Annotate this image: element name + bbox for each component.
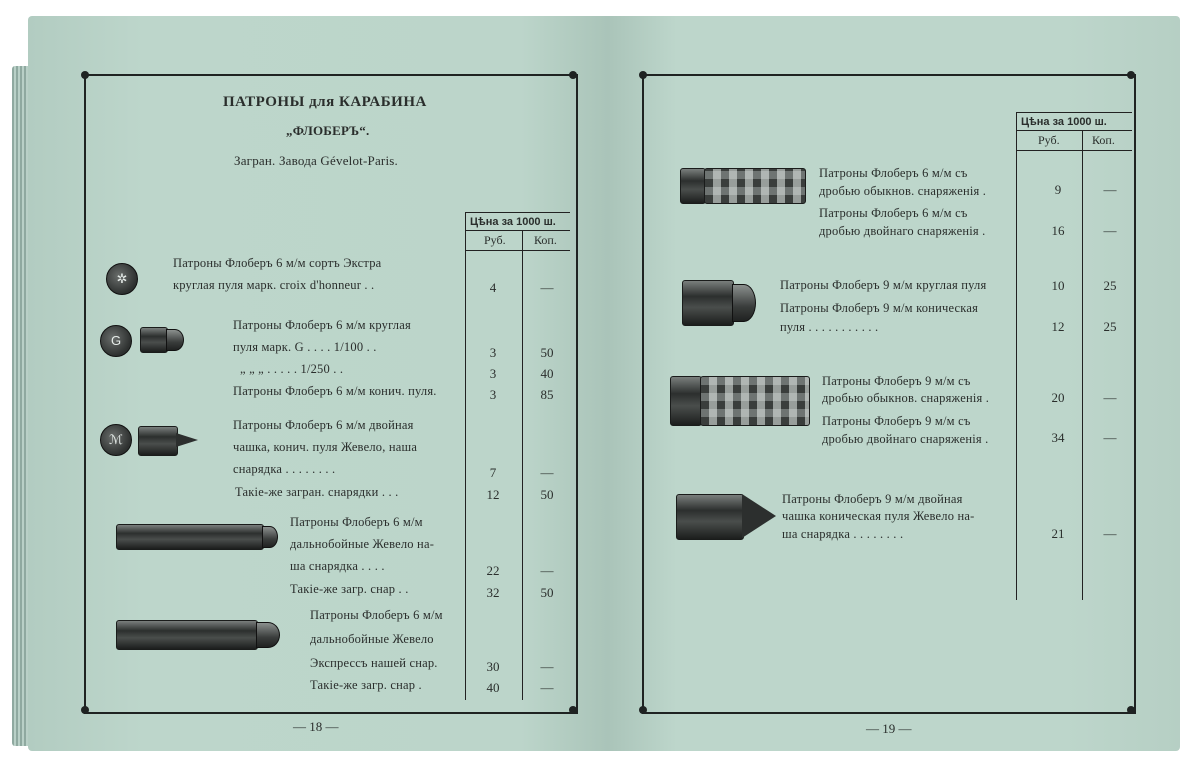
list-item-description: дробью обыкнов. снаряженія .: [822, 391, 990, 405]
list-item-description: Патроны Флоберъ 6 м/м конич. пуля.: [233, 384, 437, 398]
price-kop: 25: [1103, 278, 1117, 293]
price-rub: 4: [489, 280, 497, 295]
list-item-description: ша снарядка . . . .: [290, 559, 385, 573]
9mm-shot-base-icon: [670, 376, 702, 426]
frame-corner: [81, 71, 89, 79]
left-page: [28, 16, 608, 751]
9mm-conical-bullet-tip-icon: [742, 494, 776, 538]
price-kop: 50: [540, 487, 554, 502]
price-kop: 85: [540, 387, 554, 402]
price-rub: 22: [486, 563, 500, 578]
9mm-round-case-icon: [682, 280, 734, 326]
frame-corner: [639, 71, 647, 79]
open-catalog-book: [8, 6, 1188, 758]
list-item-description: Патроны Флоберъ 6 м/м круглая: [233, 318, 411, 332]
price-rub: 12: [486, 487, 500, 502]
express-bullet-tip-icon: [256, 622, 280, 648]
price-rub: 3: [489, 345, 497, 360]
column-kop-header: Коп.: [534, 233, 557, 247]
list-item-description: дробью обыкнов. снаряженія .: [819, 184, 987, 198]
croix-dhonneur-headstamp-icon: ✲: [106, 263, 138, 295]
price-rub: 30: [486, 659, 500, 674]
list-item-description: Экспрессъ нашей снар.: [310, 656, 438, 670]
list-item-description: ша снарядка . . . . . . . .: [782, 527, 904, 541]
list-item-description: Патроны Флоберъ 9 м/м круглая пуля: [780, 278, 987, 292]
table-header-bottom-line: [465, 250, 570, 251]
right-page: [608, 16, 1180, 751]
page-title: ПАТРОНЫ для КАРАБИНА: [223, 94, 427, 110]
price-rub: 16: [1051, 223, 1065, 238]
table-header-top-line: [1016, 112, 1132, 113]
frame-corner: [81, 706, 89, 714]
frame-corner: [1127, 71, 1135, 79]
list-item-description: чашка коническая пуля Жевело на-: [782, 509, 975, 523]
frame-corner: [569, 706, 577, 714]
table-header-mid-line: [1016, 130, 1132, 131]
price-rub: 10: [1051, 278, 1065, 293]
page-subtitle: „ФЛОБЕРЪ“.: [286, 123, 370, 138]
price-kop: —: [1103, 526, 1117, 541]
price-kop: —: [1103, 223, 1117, 238]
9mm-round-bullet-icon: [732, 284, 756, 322]
long-range-cartridge-icon: [116, 524, 264, 550]
table-header-mid-line: [465, 230, 570, 231]
table-header-bottom-line: [1016, 150, 1132, 151]
price-kop: —: [540, 280, 554, 295]
list-item-description: Патроны Флоберъ 6 м/м съ: [819, 206, 968, 220]
g-cartridge-case-icon: [140, 327, 168, 353]
shot-cartridge-base-icon: [680, 168, 706, 204]
double-cup-case-icon: [138, 426, 178, 456]
shot-cartridge-checkered-icon: [704, 168, 806, 204]
list-item-description: Патроны Флоберъ 6 м/м сортъ Экстра: [173, 256, 382, 270]
price-rub: 12: [1051, 319, 1065, 334]
list-item-description: Такіе-же загран. снарядки . . .: [235, 485, 399, 499]
list-item-description: чашка, конич. пуля Жевело, наша: [233, 440, 418, 454]
g-headstamp-icon: G: [100, 325, 132, 357]
list-item-description: Такіе-же загр. снар . .: [290, 582, 409, 596]
price-header: Цѣна за 1000 ш.: [470, 216, 556, 228]
list-item-description: Патроны Флоберъ 9 м/м двойная: [782, 492, 963, 506]
price-header: Цѣна за 1000 ш.: [1021, 116, 1107, 128]
9mm-double-cup-case-icon: [676, 494, 744, 540]
table-left-rule: [465, 212, 466, 700]
price-kop: —: [540, 659, 554, 674]
list-item-description: Патроны Флоберъ 9 м/м съ: [822, 414, 971, 428]
price-rub: 32: [486, 585, 500, 600]
list-item-description: пуля . . . . . . . . . . .: [780, 320, 879, 334]
round-bullet-icon: [166, 329, 184, 351]
long-range-bullet-tip-icon: [262, 526, 278, 548]
list-item-description: Патроны Флоберъ 6 м/м: [310, 608, 443, 622]
list-item-description: дальнобойные Жевело на-: [290, 537, 435, 551]
list-item-description: круглая пуля марк. croix d'honneur . .: [173, 278, 375, 292]
page-number: — 18 —: [293, 719, 339, 734]
table-mid-rule: [1082, 130, 1083, 600]
list-item-description: Патроны Флоберъ 6 м/м: [290, 515, 423, 529]
price-kop: 50: [540, 585, 554, 600]
list-item-description: дробью двойнаго снаряженія .: [819, 224, 986, 238]
list-item-description: дробью двойнаго снаряженія .: [822, 432, 989, 446]
frame-corner: [1127, 706, 1135, 714]
gevelot-headstamp-icon: ℳ: [100, 424, 132, 456]
list-item-description: снарядка . . . . . . . .: [233, 462, 336, 476]
column-kop-header: Коп.: [1092, 133, 1115, 147]
list-item-description: Такіе-же загр. снар .: [310, 678, 422, 692]
list-item-description: пуля марк. G . . . . 1/100 . .: [233, 340, 377, 354]
list-item-description: Патроны Флоберъ 6 м/м съ: [819, 166, 968, 180]
table-header-top-line: [465, 212, 570, 213]
price-rub: 3: [489, 366, 497, 381]
price-rub: 34: [1051, 430, 1065, 445]
price-rub: 7: [489, 465, 497, 480]
page-number: — 19 —: [866, 721, 912, 736]
price-kop: 50: [540, 345, 554, 360]
manufacturer-line: Загран. Завода Gévelot-Paris.: [234, 153, 398, 168]
price-rub: 20: [1051, 390, 1065, 405]
price-kop: 40: [540, 366, 554, 381]
list-item-description: Патроны Флоберъ 9 м/м съ: [822, 374, 971, 388]
list-item-description: „ „ „ . . . . . 1/250 . .: [240, 362, 344, 376]
frame-corner: [639, 706, 647, 714]
price-kop: —: [1103, 182, 1117, 197]
table-left-rule: [1016, 112, 1017, 600]
9mm-shot-checkered-icon: [700, 376, 810, 426]
price-rub: 3: [489, 387, 497, 402]
price-rub: 9: [1054, 182, 1062, 197]
price-kop: —: [540, 680, 554, 695]
price-kop: —: [1103, 390, 1117, 405]
conical-bullet-tip-icon: [176, 433, 198, 447]
list-item-description: Патроны Флоберъ 9 м/м коническая: [780, 301, 979, 315]
price-kop: —: [540, 465, 554, 480]
frame-corner: [569, 71, 577, 79]
price-rub: 40: [486, 680, 500, 695]
express-cartridge-icon: [116, 620, 258, 650]
price-rub: 21: [1051, 526, 1065, 541]
list-item-description: Патроны Флоберъ 6 м/м двойная: [233, 418, 414, 432]
column-rub-header: Руб.: [484, 233, 506, 247]
column-rub-header: Руб.: [1038, 133, 1060, 147]
table-mid-rule: [522, 230, 523, 700]
list-item-description: дальнобойные Жевело: [310, 632, 434, 646]
price-kop: 25: [1103, 319, 1117, 334]
price-kop: —: [540, 563, 554, 578]
price-kop: —: [1103, 430, 1117, 445]
